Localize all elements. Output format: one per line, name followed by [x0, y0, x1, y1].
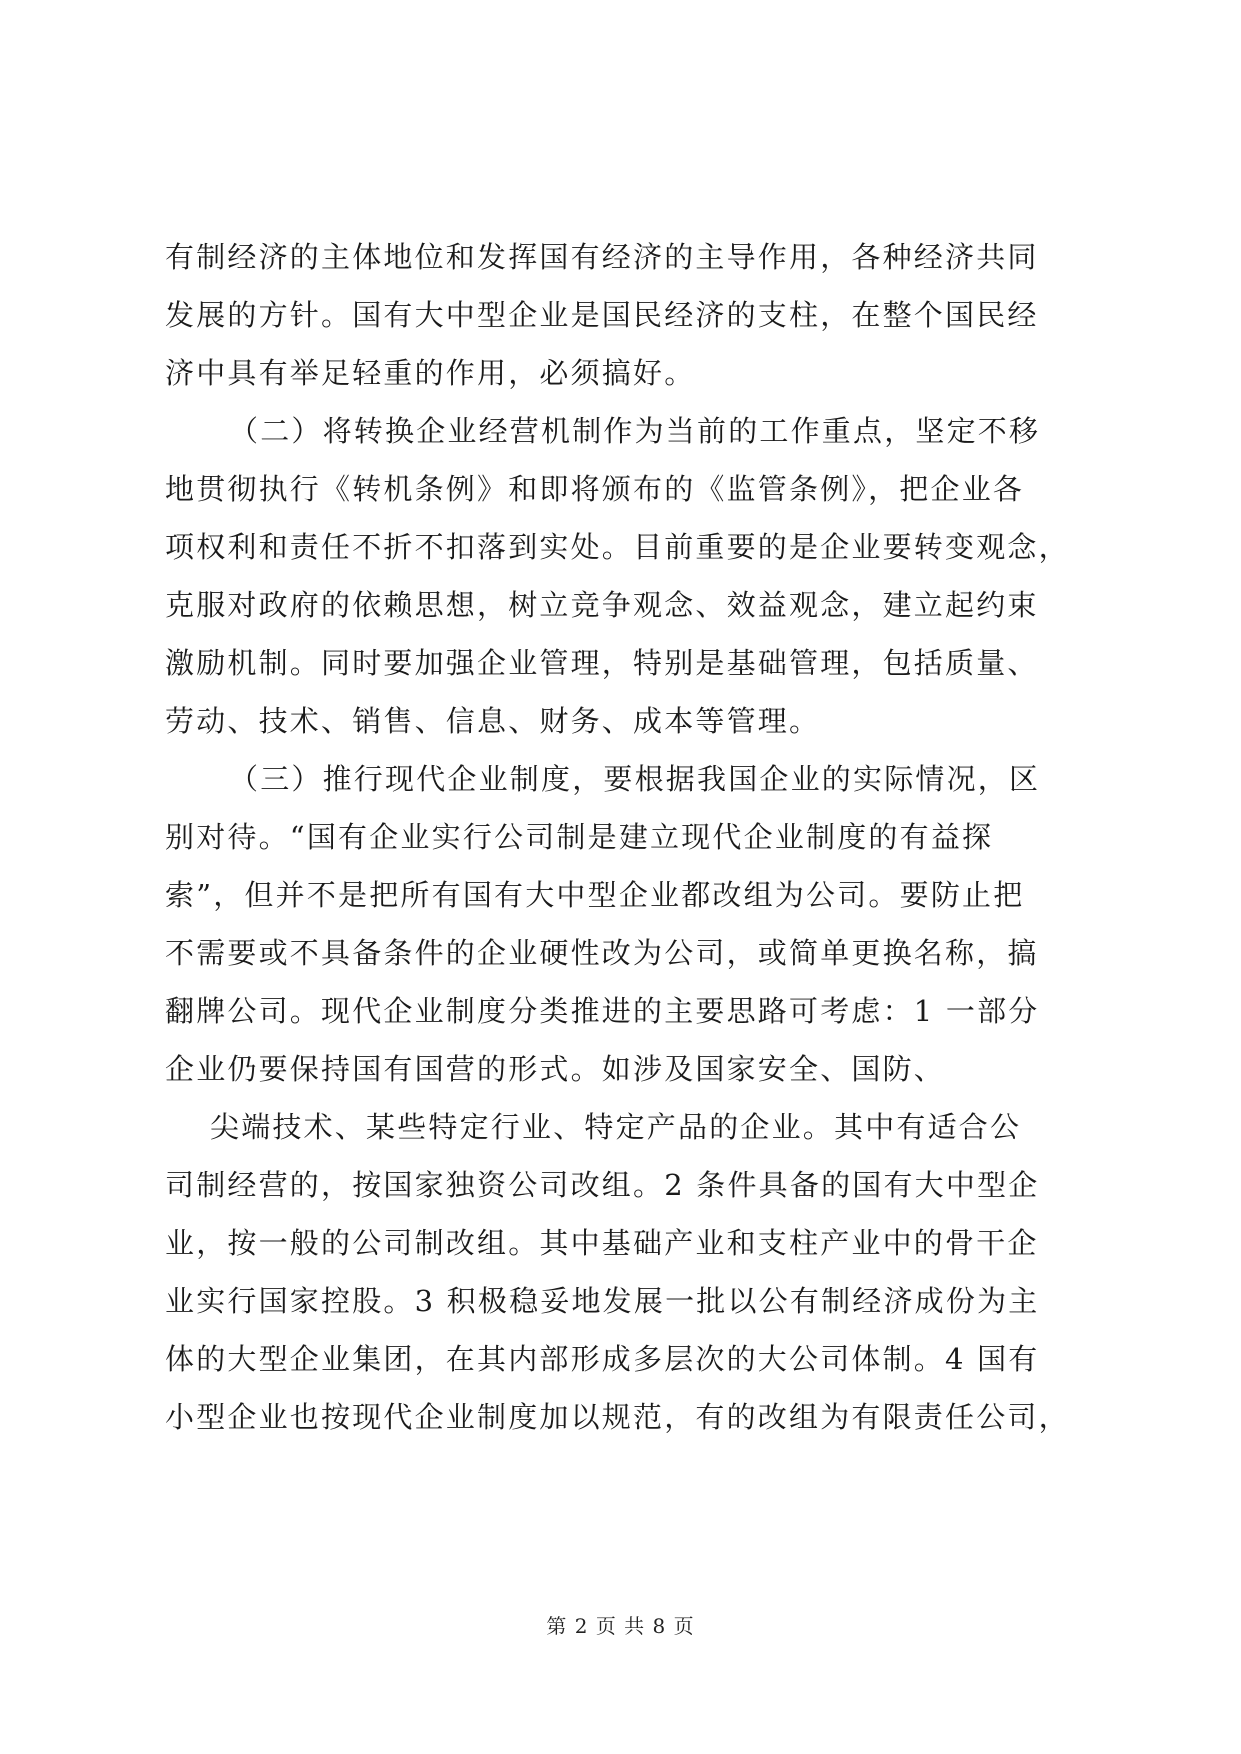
paragraph-start-line: 尖端技术、某些特定行业、特定产品的企业。其中有适合公	[210, 1110, 1022, 1144]
text-line: 业，按一般的公司制改组。其中基础产业和支柱产业中的骨干企	[165, 1226, 1039, 1260]
text-line: 激励机制。同时要加强企业管理，特别是基础管理，包括质量、	[165, 646, 1039, 680]
paragraph-start-line: （三）推行现代企业制度，要根据我国企业的实际情况，区	[229, 762, 1041, 796]
text-line: 劳动、技术、销售、信息、财务、成本等管理。	[165, 704, 821, 738]
text-line: 业实行国家控股。3 积极稳妥地发展一批以公有制经济成份为主	[165, 1284, 1040, 1318]
text-line: 克服对政府的依赖思想，树立竞争观念、效益观念，建立起约束	[165, 588, 1039, 622]
text-line: 济中具有举足轻重的作用，必须搞好。	[165, 356, 696, 390]
text-line: 小型企业也按现代企业制度加以规范，有的改组为有限责任公司，	[165, 1400, 1070, 1434]
text-line: 有制经济的主体地位和发挥国有经济的主导作用，各种经济共同	[165, 240, 1039, 274]
text-line: 不需要或不具备条件的企业硬性改为公司，或简单更换名称，搞	[165, 936, 1039, 970]
text-line: 司制经营的，按国家独资公司改组。2 条件具备的国有大中型企	[165, 1168, 1040, 1202]
text-line: 项权利和责任不折不扣落到实处。目前重要的是企业要转变观念，	[165, 530, 1070, 564]
text-line: 地贯彻执行《转机条例》和即将颁布的《监管条例》，把企业各	[165, 472, 1025, 506]
text-line: 别对待。“国有企业实行公司制是建立现代企业制度的有益探	[165, 820, 994, 854]
text-line: 发展的方针。国有大中型企业是国民经济的支柱，在整个国民经	[165, 298, 1039, 332]
text-line: 体的大型企业集团，在其内部形成多层次的大公司体制。4 国有	[165, 1342, 1040, 1376]
text-line: 企业仍要保持国有国营的形式。如涉及国家安全、国防、	[165, 1052, 946, 1086]
text-line: 翻牌公司。现代企业制度分类推进的主要思路可考虑：1 一部分	[165, 994, 1040, 1028]
text-line: 索”，但并不是把所有国有大中型企业都改组为公司。要防止把	[165, 878, 1025, 912]
paragraph-start-line: （二）将转换企业经营机制作为当前的工作重点，坚定不移	[229, 414, 1041, 448]
page-number-footer: 第 2 页 共 8 页	[546, 1614, 695, 1638]
document-body	[165, 228, 1085, 1446]
